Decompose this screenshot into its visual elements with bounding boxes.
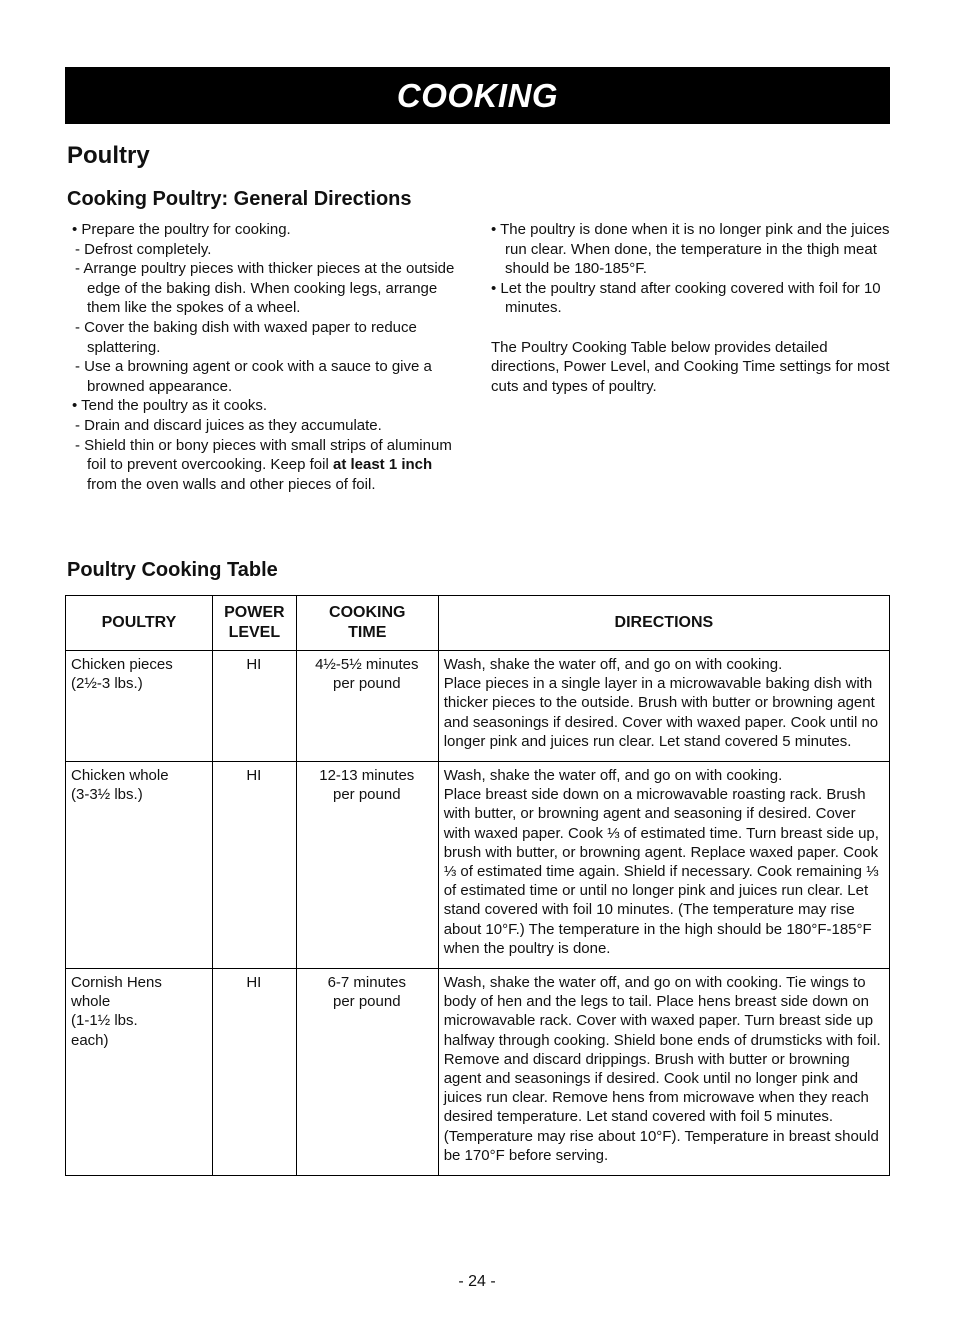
bullet-prepare: • Prepare the poultry for cooking. [72,221,291,238]
directions-text: Place pieces in a single layer in a microwavable baking dish with thicker pieces to the outside. Brush with butter or browning agent and seasonings if desired. Cover with waxed paper. Cook until no longer pink and juices run clear. Let stand covered 5 minutes. [443,675,879,750]
cell-time [296,969,438,1176]
header-power-line1: POWER [224,604,285,621]
time-value: 6-7 minutes [327,974,406,992]
header-power-level [212,596,296,651]
cell-time [296,762,438,969]
dash-item: - Use a browning agent or cook with a sauce to give a browned appearance. [75,358,432,395]
dash-item: - Defrost completely. [75,240,212,258]
time-value: 12-13 minutes [319,767,415,785]
bullet-tend: • Tend the poultry as it cooks. [72,397,268,415]
cell-poultry [66,651,213,762]
cell-power: HI [212,651,296,762]
directions-line: Wash, shake the water off, and go on with cooking. [443,767,783,785]
poultry-cooking-table [65,595,890,1176]
table-heading: Poultry Cooking Table [67,559,278,581]
time-value: 4½-5½ minutes [315,656,419,673]
page-heading: Poultry [67,142,150,169]
cell-power: HI [212,762,296,969]
header-poultry: POULTRY [66,596,213,651]
table-intro-paragraph: The Poultry Cooking Table below provides detailed directions, Power Level, and Cooking Time settings for most cuts and types of poultry. [491,338,890,395]
shield-text-pre: - Shield thin or bony pieces with small strips of aluminum foil to prevent overcooking. Keep foil [75,436,452,474]
dash-item: - Drain and discard juices as they accumulate. [75,416,382,434]
directions-line: Wash, shake the water off, and go on with cooking. [443,656,783,673]
poultry-name: Cornish Hens [71,974,162,992]
right-column [491,220,891,396]
table-row [66,969,890,1176]
header-cooking-time [296,596,438,651]
cell-poultry [66,969,213,1176]
header-time-line1: COOKING [329,604,406,621]
poultry-weight: (3-3½ lbs.) [71,786,143,804]
dash-item: - Cover the baking dish with waxed paper to reduce splattering. [75,318,417,356]
poultry-weight: (2½-3 lbs.) [71,675,143,693]
time-unit: per pound [332,675,401,693]
directions-text: Place breast side down on a microwavable roasting rack. Brush with butter, or browning agent and seasoning if desired. Cover with waxed paper. Cook ⅓ of estimated time. Turn breast side up, brush with butter, or browning agent. Replace waxed paper. Cook ⅓ of estimated time again. Shield if necessary. Cook remaining ⅓ of estimated time or until no longer pink and juices run clear. Let stand covered with foil 10 minutes. (The temperature may rise about 10°F.) The temperature in the high should be 180°F-185°F when the poultry is done. [443,786,879,957]
shield-text-bold: at least 1 inch [332,456,433,474]
table-row [66,762,890,969]
header-power-line2: LEVEL [228,624,281,641]
page-number: - 24 - [458,1273,496,1290]
cell-directions [438,651,889,762]
poultry-name: Chicken whole [71,767,169,785]
time-unit: per pound [332,993,401,1011]
dash-item-shield [75,436,464,495]
bullet-done: • The poultry is done when it is no longer pink and the juices run clear. When done, the temperature in the thigh meat should be 180-185°F. [491,221,890,278]
section-title: COOKING [396,76,559,114]
cell-time [296,651,438,762]
section-banner [65,67,890,124]
poultry-weight-unit: each) [71,1031,109,1049]
poultry-qualifier: whole [71,993,111,1011]
general-directions-heading: Cooking Poultry: General Directions [67,188,412,210]
table-row [66,651,890,762]
dash-item: - Arrange poultry pieces with thicker pieces at the outside edge of the baking dish. When cooking legs, arrange them like the spokes of a wheel. [75,260,455,317]
header-directions: DIRECTIONS [438,596,889,651]
cell-directions [438,969,889,1176]
bullet-stand: • Let the poultry stand after cooking covered with foil for 10 minutes. [491,279,881,317]
cell-power: HI [212,969,296,1176]
poultry-weight: (1-1½ lbs. [71,1012,138,1030]
cell-poultry [66,762,213,969]
left-column [72,220,464,494]
directions-text: Wash, shake the water off, and go on with cooking. Tie wings to body of hen and the legs to tail. Place hens breast side down on microwavable rack. Cover with waxed paper. Turn breast side up halfway through cooking. Shield bone ends of drumsticks with foil. Remove and discard drippings. Brush with butter or browning agent and seasonings if desired. Cook until no longer pink and juices run clear. Remove hens from microwave when they reach desired temperature. Let stand covered with foil 5 minutes. [443,974,881,1126]
time-unit: per pound [332,786,401,804]
shield-text-post: from the oven walls and other pieces of foil. [87,475,376,493]
cell-directions [438,762,889,969]
table-header-row [66,596,890,651]
header-time-line2: TIME [348,624,387,641]
directions-note: (Temperature may rise about 10°F). Temperature in breast should be 170°F before serving. [443,1127,879,1164]
poultry-name: Chicken pieces [71,656,173,673]
